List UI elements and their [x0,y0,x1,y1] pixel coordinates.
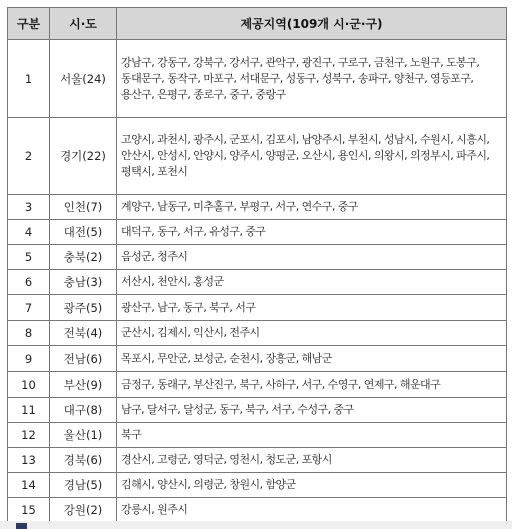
row-number: 4 [8,220,50,245]
row-areas: 김해시, 양산시, 의령군, 창원시, 함양군 [117,473,507,498]
row-areas: 고양시, 과천시, 광주시, 군포시, 김포시, 남양주시, 부천시, 성남시, 수원시, 시흥시, 안산시, 안성시, 안양시, 양주시, 양평군, 오산시, 용인시, 의왕시, 의정부시, 파주시, 평택시, 포천시 [117,118,507,195]
row-region: 광주(5) [50,295,117,321]
table-row [8,448,507,473]
row-areas: 강남구, 강동구, 강북구, 강서구, 관악구, 광진구, 구로구, 금천구, 노원구, 도봉구, 동대문구, 동작구, 마포구, 서대문구, 성동구, 성북구, 송파구, 양천구, 영등포구, 용산구, 은평구, 종로구, 중구, 중랑구 [117,40,507,118]
table-row [8,372,507,398]
bottom-edge-strip [0,521,512,529]
row-number: 15 [8,498,50,522]
row-number: 13 [8,448,50,473]
table-row [8,498,507,522]
row-areas: 목포시, 무안군, 보성군, 순천시, 장흥군, 해남군 [117,346,507,372]
row-areas: 군산시, 김제시, 익산시, 전주시 [117,321,507,346]
table-row [8,295,507,321]
row-region: 대구(8) [50,398,117,423]
table-header-row [8,8,507,40]
row-number: 14 [8,473,50,498]
row-region: 서울(24) [50,40,117,118]
table-row [8,40,507,118]
row-region: 충북(2) [50,245,117,270]
row-region: 인천(7) [50,195,117,220]
row-areas: 남구, 달서구, 달성군, 동구, 북구, 서구, 수성구, 중구 [117,398,507,423]
table-row [8,118,507,195]
table-row [8,321,507,346]
row-number: 1 [8,40,50,118]
table-row [8,473,507,498]
row-areas: 대덕구, 동구, 서구, 유성구, 중구 [117,220,507,245]
row-region: 충남(3) [50,270,117,295]
row-number: 2 [8,118,50,195]
row-region: 경북(6) [50,448,117,473]
table-row [8,270,507,295]
row-number: 10 [8,372,50,398]
row-areas: 금정구, 동래구, 부산진구, 북구, 사하구, 서구, 수영구, 연제구, 해운대구 [117,372,507,398]
row-number: 8 [8,321,50,346]
row-areas: 광산구, 남구, 동구, 북구, 서구 [117,295,507,321]
table-row [8,245,507,270]
row-region: 전남(6) [50,346,117,372]
row-number: 5 [8,245,50,270]
row-region: 울산(1) [50,423,117,448]
row-number: 6 [8,270,50,295]
row-number: 11 [8,398,50,423]
row-areas: 서산시, 천안시, 홍성군 [117,270,507,295]
row-region: 경남(5) [50,473,117,498]
row-areas: 계양구, 남동구, 미추홀구, 부평구, 서구, 연수구, 중구 [117,195,507,220]
header-region: 시·도 [50,8,117,40]
row-number: 12 [8,423,50,448]
row-region: 강원(2) [50,498,117,522]
table-row [8,398,507,423]
service-area-table [7,7,507,522]
row-region: 대전(5) [50,220,117,245]
table-row [8,346,507,372]
table-container [7,7,506,522]
row-areas: 경산시, 고령군, 영덕군, 영천시, 청도군, 포항시 [117,448,507,473]
table-row [8,423,507,448]
bottom-accent-mark [16,523,27,529]
row-areas: 북구 [117,423,507,448]
row-number: 7 [8,295,50,321]
row-areas: 음성군, 청주시 [117,245,507,270]
table-row [8,195,507,220]
table-row [8,220,507,245]
row-region: 전북(4) [50,321,117,346]
row-number: 3 [8,195,50,220]
row-region: 부산(9) [50,372,117,398]
header-areas: 제공지역(109개 시·군·구) [117,8,507,40]
row-areas: 강릉시, 원주시 [117,498,507,522]
row-number: 9 [8,346,50,372]
header-number: 구분 [8,8,50,40]
row-region: 경기(22) [50,118,117,195]
